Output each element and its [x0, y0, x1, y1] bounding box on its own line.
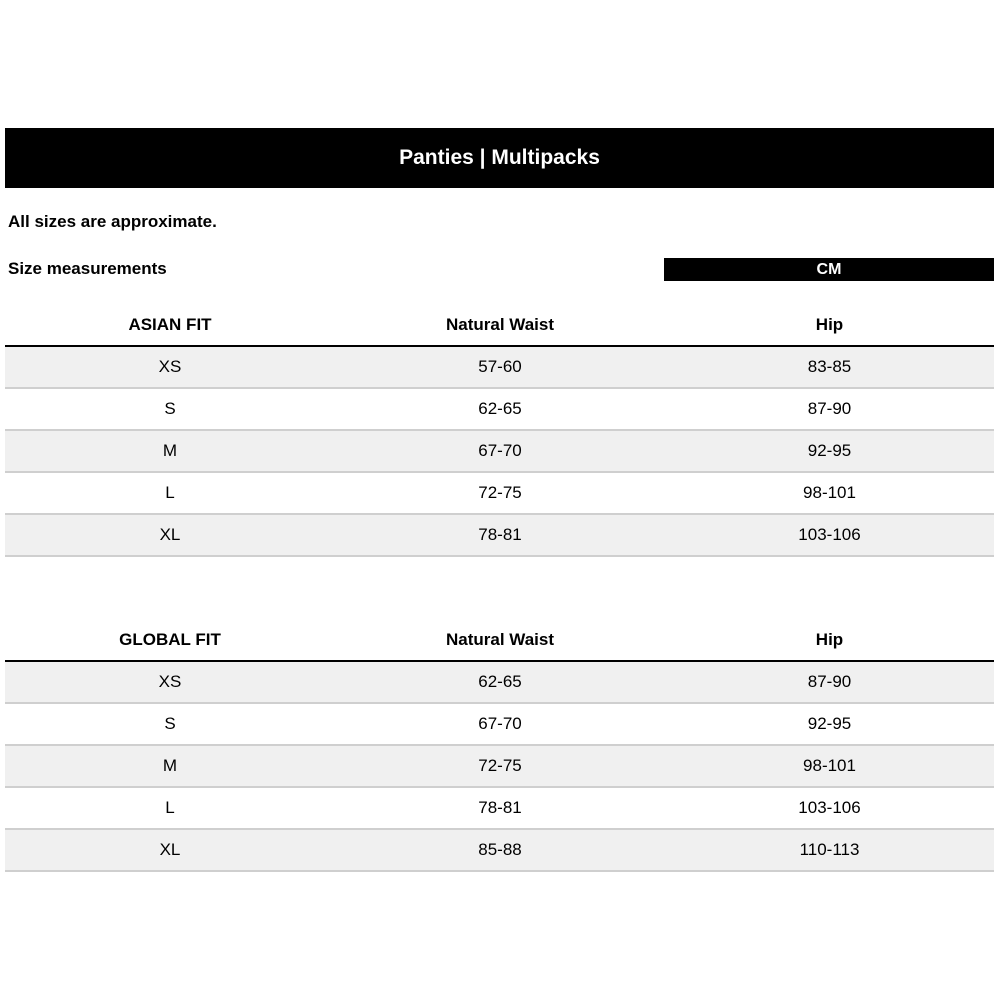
cell-hip: 98-101	[803, 756, 856, 775]
table-body	[5, 347, 994, 557]
header-waist: Natural Waist	[445, 629, 554, 649]
cell-size: M	[162, 756, 178, 775]
cell-waist: 67-70	[478, 714, 522, 733]
cell-hip: 103-106	[798, 798, 861, 817]
header-waist: Natural Waist	[445, 314, 554, 334]
table-row	[5, 704, 994, 746]
cell-size: S	[164, 399, 176, 418]
cell-hip: 98-101	[803, 483, 856, 502]
cell-hip: 110-113	[799, 840, 860, 859]
page-title: Panties | Multipacks	[399, 146, 600, 169]
cell-waist: 78-81	[478, 798, 522, 817]
cell-size: M	[162, 441, 178, 460]
cell-waist: 62-65	[478, 672, 522, 691]
approximate-note: All sizes are approximate.	[8, 212, 217, 231]
table-row	[5, 662, 994, 704]
cell-hip: 92-95	[807, 714, 852, 733]
cell-size: S	[164, 714, 176, 733]
table-row	[5, 788, 994, 830]
table-body	[5, 662, 994, 872]
cell-waist: 85-88	[478, 840, 522, 859]
cell-size: L	[165, 483, 175, 502]
cell-waist: 57-60	[478, 357, 522, 376]
page-title-bar	[5, 128, 994, 188]
cell-hip: 87-90	[807, 399, 852, 418]
cell-size: XL	[159, 840, 181, 859]
unit-badge	[664, 258, 994, 281]
table-row	[5, 830, 994, 872]
header-fit: ASIAN FIT	[128, 314, 212, 334]
header-hip: Hip	[815, 314, 844, 334]
table-header	[5, 304, 994, 347]
asian-fit-table	[5, 304, 994, 557]
cell-size: XS	[158, 672, 182, 691]
cell-hip: 92-95	[807, 441, 852, 460]
cell-waist: 72-75	[478, 756, 522, 775]
table-row	[5, 347, 994, 389]
size-measurements-label: Size measurements	[8, 259, 167, 278]
cell-waist: 62-65	[478, 399, 522, 418]
table-row	[5, 515, 994, 557]
cell-size: XS	[158, 357, 182, 376]
table-row	[5, 431, 994, 473]
cell-size: XL	[159, 525, 181, 544]
cell-hip: 83-85	[807, 357, 852, 376]
cell-waist: 78-81	[478, 525, 522, 544]
table-header	[5, 619, 994, 662]
cell-waist: 72-75	[478, 483, 522, 502]
header-hip: Hip	[815, 629, 844, 649]
cell-hip: 103-106	[798, 525, 861, 544]
table-row	[5, 473, 994, 515]
table-row	[5, 389, 994, 431]
cell-waist: 67-70	[478, 441, 522, 460]
cell-size: L	[165, 798, 175, 817]
table-row	[5, 746, 994, 788]
unit-label: CM	[816, 260, 842, 278]
cell-hip: 87-90	[807, 672, 852, 691]
global-fit-table	[5, 619, 994, 872]
header-fit: GLOBAL FIT	[119, 629, 221, 649]
